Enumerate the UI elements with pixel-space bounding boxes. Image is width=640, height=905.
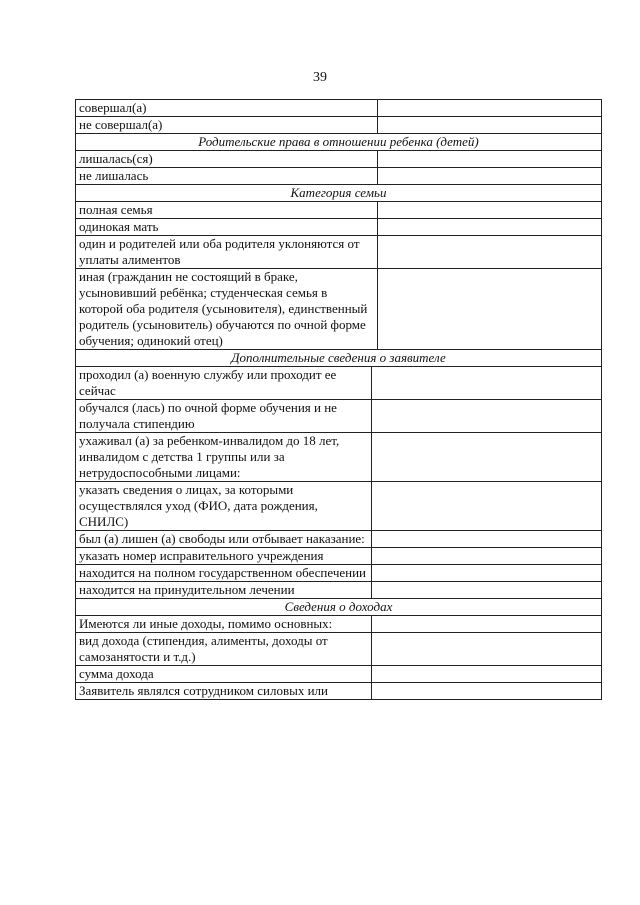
row-label: находится на полном государственном обеспечении [76,565,372,582]
form-row [76,100,602,117]
answer-cell[interactable] [372,616,602,633]
form-row [76,367,602,400]
form-row [76,482,602,531]
form-row [76,565,602,582]
answer-cell[interactable] [378,100,602,117]
row-label: не совершал(а) [76,117,378,134]
form-row [76,400,602,433]
form-row [76,202,602,219]
form-row [76,151,602,168]
answer-cell[interactable] [372,565,602,582]
row-label: одинокая мать [76,219,378,236]
answer-cell[interactable] [378,168,602,185]
answer-cell[interactable] [378,269,602,350]
form-row [76,236,602,269]
answer-cell[interactable] [372,482,602,531]
row-label: один и родителей или оба родителя уклоняются от уплаты алиментов [76,236,378,269]
row-label: полная семья [76,202,378,219]
row-label: обучался (лась) по очной форме обучения и не получала стипендию [76,400,372,433]
answer-cell[interactable] [372,531,602,548]
row-label: лишалась(ся) [76,151,378,168]
answer-cell[interactable] [378,117,602,134]
form-row [76,633,602,666]
row-label: сумма дохода [76,666,372,683]
row-label: был (а) лишен (а) свободы или отбывает наказание: [76,531,372,548]
form-row [76,269,602,350]
row-label: совершал(а) [76,100,378,117]
answer-cell[interactable] [372,367,602,400]
section-heading-row [76,185,602,202]
row-label: указать сведения о лицах, за которыми осуществлялся уход (ФИО, дата рождения, СНИЛС) [76,482,372,531]
answer-cell[interactable] [372,683,602,700]
form-row [76,683,602,700]
form-row [76,433,602,482]
row-label: указать номер исправительного учреждения [76,548,372,565]
section-heading: Родительские права в отношении ребенка (детей) [76,134,602,151]
form-row [76,531,602,548]
answer-cell[interactable] [378,202,602,219]
row-label: не лишалась [76,168,378,185]
answer-cell[interactable] [372,582,602,599]
section-heading: Категория семьи [76,185,602,202]
row-label: проходил (а) военную службу или проходит ее сейчас [76,367,372,400]
answer-cell[interactable] [372,400,602,433]
form-row [76,548,602,565]
row-label: находится на принудительном лечении [76,582,372,599]
row-label: ухаживал (а) за ребенком-инвалидом до 18 лет, инвалидом с детства 1 группы или за нетрудоспособными лицами: [76,433,372,482]
row-label: Заявитель являлся сотрудником силовых или [76,683,372,700]
section-heading: Дополнительные сведения о заявителе [76,350,602,367]
row-label: иная (гражданин не состоящий в браке, усыновивший ребёнка; студенческая семья в которой оба родителя (усыновителя), единственный родитель (усыновитель) обучаются по очной форме обучения; одинокий отец) [76,269,378,350]
row-label: Имеются ли иные доходы, помимо основных: [76,616,372,633]
section-heading-row [76,599,602,616]
section-heading-row [76,134,602,151]
answer-cell[interactable] [372,433,602,482]
answer-cell[interactable] [372,548,602,565]
form-row [76,582,602,599]
form-row [76,616,602,633]
form-row [76,117,602,134]
page-number: 39 [313,70,327,85]
row-label: вид дохода (стипендия, алименты, доходы от самозанятости и т.д.) [76,633,372,666]
answer-cell[interactable] [372,666,602,683]
form-row [76,666,602,683]
section-heading-row [76,350,602,367]
form-row [76,168,602,185]
section-heading: Сведения о доходах [76,599,602,616]
form-row [76,219,602,236]
answer-cell[interactable] [372,633,602,666]
application-form-table [75,99,602,700]
answer-cell[interactable] [378,219,602,236]
answer-cell[interactable] [378,236,602,269]
answer-cell[interactable] [378,151,602,168]
